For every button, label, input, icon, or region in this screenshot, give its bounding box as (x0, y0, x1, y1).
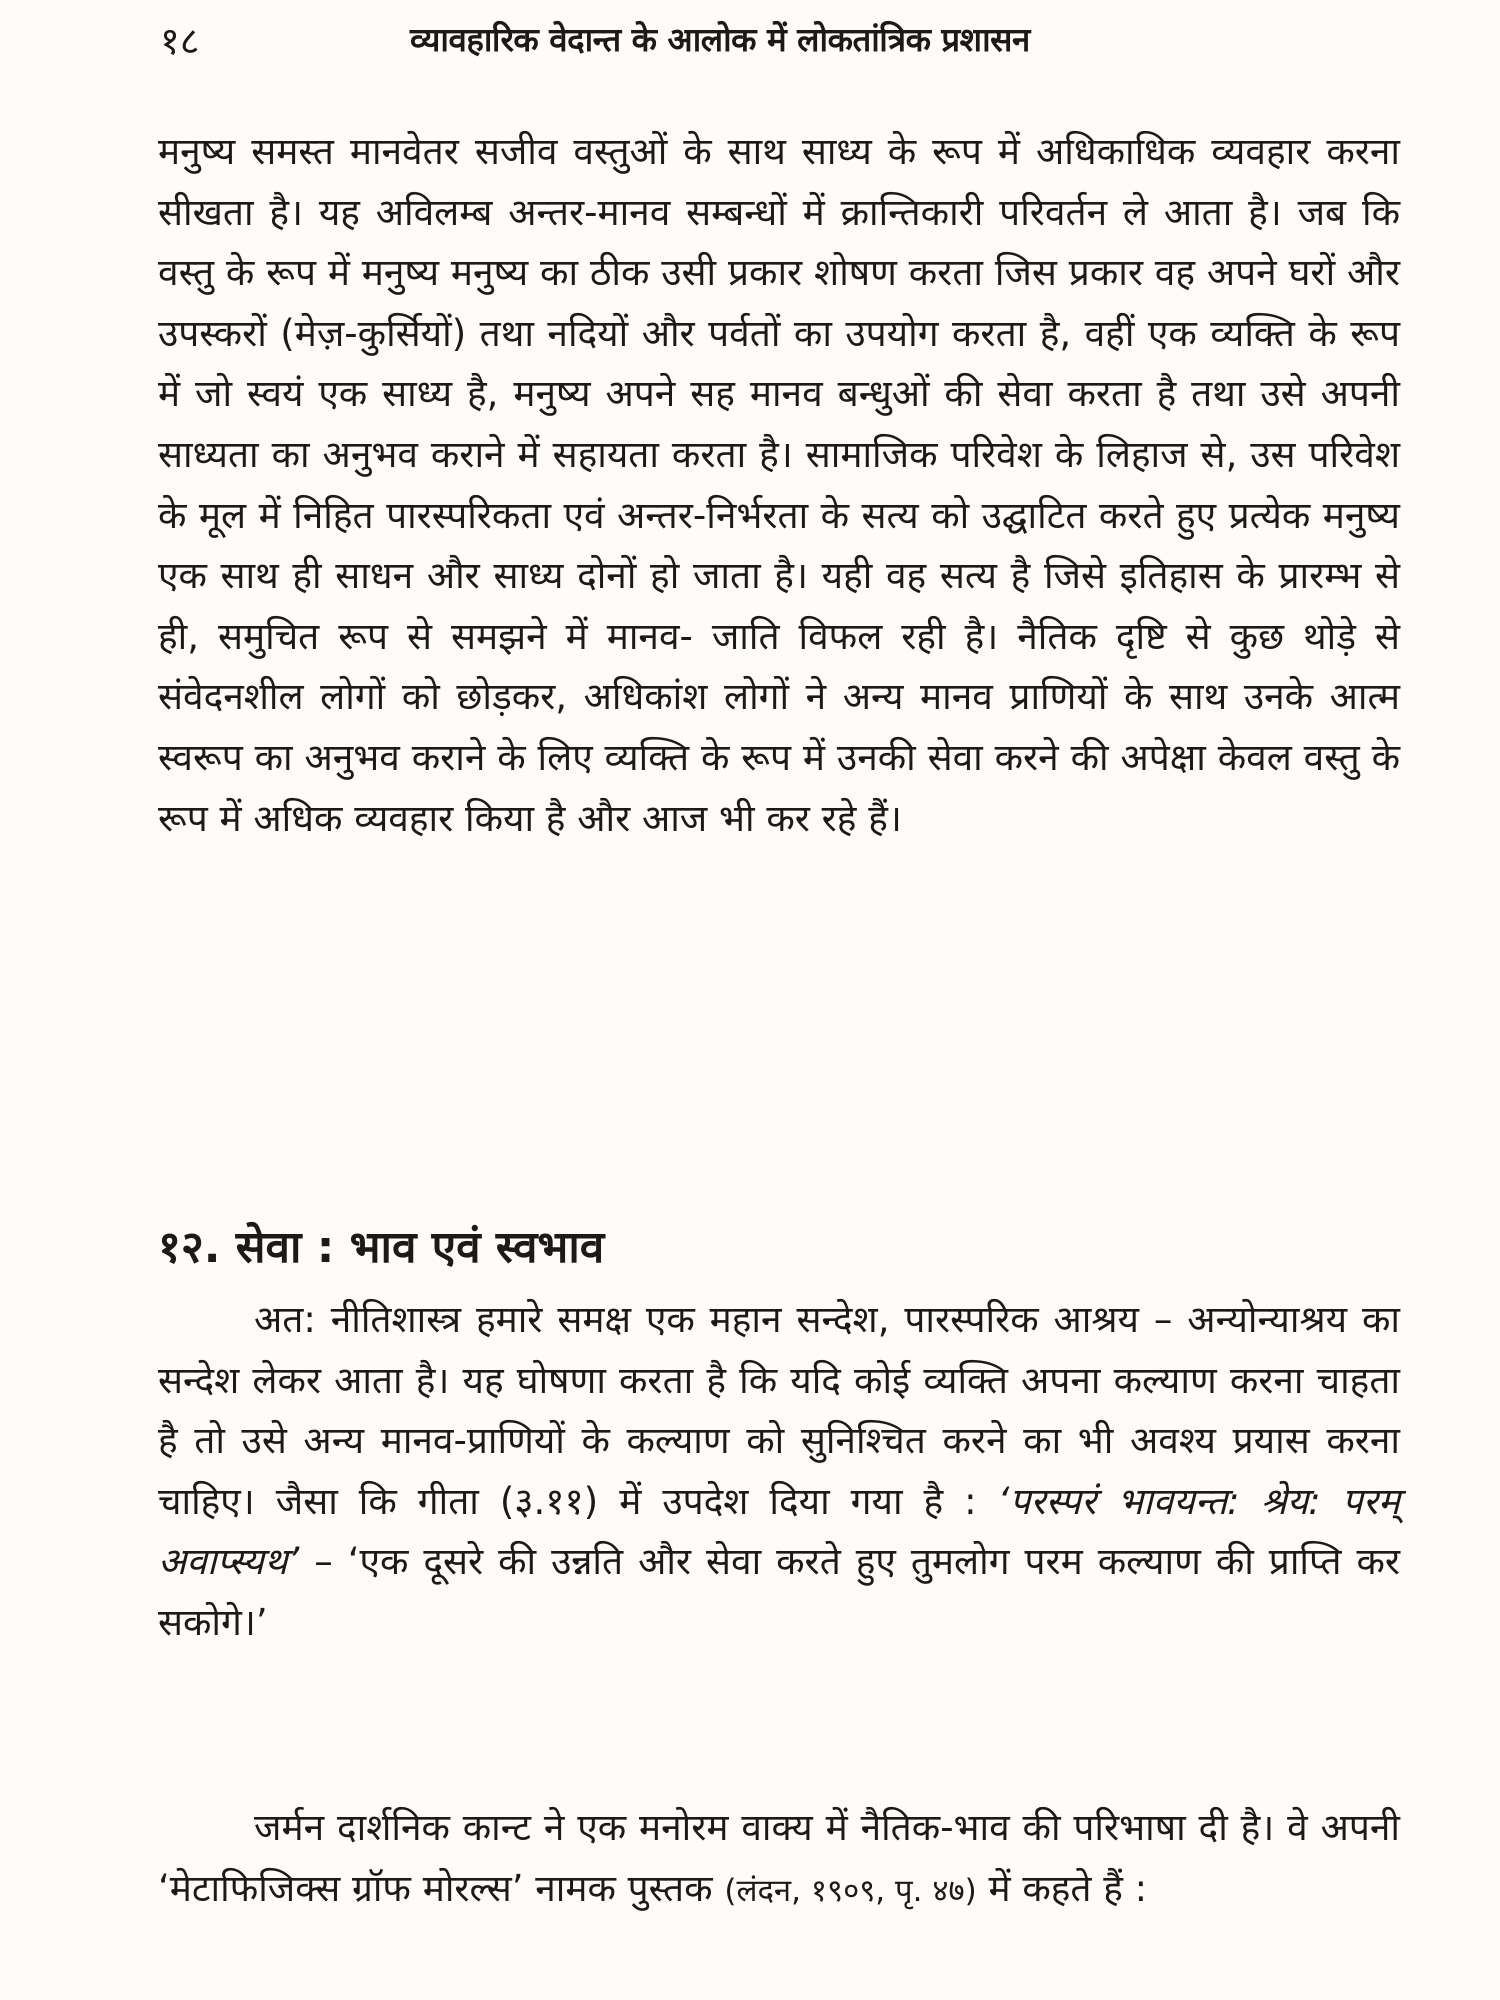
body-paragraph-1: मनुष्य समस्त मानवेतर सजीव वस्तुओं के साथ साध्य के रूप में अधिकाधिक व्यवहार करना सीखता है। यह अविलम्ब अन्तर-मानव सम्बन्धों में क्रान्तिकारी परिवर्तन ले आता है। जब कि वस्तु के रूप में मनुष्य मनुष्य का ठीक उसी प्रकार शोषण करता जिस प्रकार वह अपने घरों और उपस्करों (मेज़-कुर्सियों) तथा नदियों और पर्वतों का उपयोग करता है, वहीं एक व्यक्ति के रूप में जो स्वयं एक साध्य है, मनुष्य अपने सह मानव बन्धुओं की सेवा करता है तथा उसे अपनी साध्यता का अनुभव कराने में सहायता करता है। सामाजिक परिवेश के लिहाज से, उस परिवेश के मूल में निहित पारस्परिकता एवं अन्तर-निर्भरता के सत्य को उद्घाटित करते हुए प्रत्येक मनुष्य एक साथ ही साधन और साध्य दोनों हो जाता है। यही वह सत्य है जिसे इतिहास के प्रारम्भ से ही, समुचित रूप से समझने में मानव- जाति विफल रही है। नैतिक दृष्टि से कुछ थोड़े से संवेदनशील लोगों को छोड़कर, अधिकांश लोगों ने अन्य मानव प्राणियों के साथ उनके आत्म स्वरूप का अनुभव कराने के लिए व्यक्ति के रूप में उनकी सेवा करने की अपेक्षा केवल वस्तु के रूप में अधिक व्यवहार किया है और आज भी कर रहे हैं। (158, 130, 1400, 840)
body-paragraph-3 (158, 1798, 1400, 1921)
gita-quote: ‘परस्परं भावयन्त: श्रेय: परम् अवाप्स्यथ’ (158, 1479, 1401, 1584)
paragraph-3-end: में कहते हैं : (988, 1866, 1148, 1910)
running-title: व्यावहारिक वेदान्त के आलोक में लोकतांत्रिक प्रशासन (410, 20, 1030, 59)
paragraph-3-text: जर्मन दार्शनिक कान्ट ने एक मनोरम वाक्य में नैतिक-भाव की परिभाषा दी है। वे अपनी ‘मेटाफिजिक्स ग्रॉफ मोरल्स’ नामक पुस्तक (158, 1806, 1400, 1910)
page-number: १८ (160, 19, 200, 63)
paragraph-2-text: अत: नीतिशास्त्र हमारे समक्ष एक महान सन्देश, पारस्परिक आश्रय – अन्योन्याश्रय का सन्देश लेकर आता है। यह घोषणा करता है कि यदि कोई व्यक्ति अपना कल्याण करना चाहता है तो उसे अन्य मानव-प्राणियों के कल्याण को सुनिश्चित करने का भी अवश्य प्रयास करना चाहिए। जैसा कि गीता (३.११) में उपदेश दिया गया है : (158, 1298, 1400, 1523)
page-header (160, 14, 1420, 70)
paragraph-2-translation: – ‘एक दूसरे की उन्नति और सेवा करते हुए तुमलोग परम कल्याण की प्राप्ति कर सकोगे।’ (158, 1540, 1400, 1644)
body-paragraph-2 (158, 1290, 1400, 1654)
section-heading: १२. सेवा : भाव एवं स्वभाव (158, 1222, 605, 1273)
citation: (लंदन, १९०९, पृ. ४७) (724, 1872, 977, 1909)
